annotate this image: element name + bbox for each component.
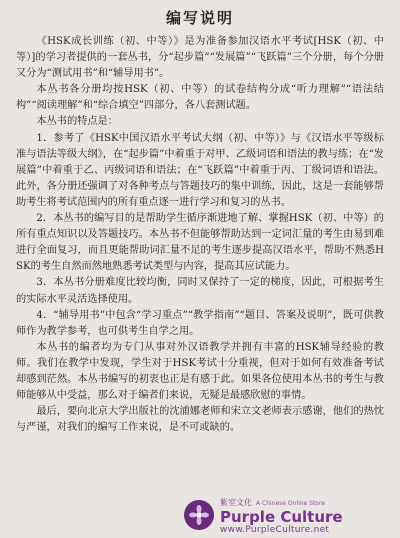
- watermark-url: www.PurpleCulture.net: [220, 525, 330, 535]
- page-title: 编写说明: [165, 9, 234, 27]
- watermark-text: [220, 498, 394, 535]
- paragraph-authors: 本丛书的编者均为专门从事对外汉语教学并拥有丰富的HSK辅导经验的教师。我们在教学中发现，学生对于HSK考试十分重视，但对于如何有效准备考试却感到茫然。本丛书编写的初衷也正是有感于此。如果各位使用本丛书的考生与教师能够从中受益，那么对于编者们来说，无疑是最感欣慰的事情。: [16, 341, 384, 402]
- paragraph-acknowledgement: 最后，要向北京大学出版社的沈浦娜老师和宋立文老师表示感谢，他们的热忱与严谨，对我们的编写工作来说，是不可或缺的。: [16, 406, 384, 434]
- paragraph-feature-3: 3．本丛书分册难度比较均衡，同时又保持了一定的梯度，因此，可根据考生的实际水平灵活选择使用。: [16, 277, 384, 305]
- paragraph-feature-1: 1．参考了《HSK中国汉语水平考试大纲（初、中等）》与《汉语水平等级标准与语法等级大纲》，在“起步篇”中着重于对甲、乙级词语和语法的教与练；在“发展篇”中着重于乙、丙级词语和语法；在“飞跃篇”中着重于丙、丁级词语和语法。此外，各分册还强调了对各种考点与答题技巧的集中训练，因此，这是一套能够帮助考生将考试范围内的所有重点逐一进行学习和复习的丛书。: [16, 132, 384, 208]
- paragraph-features-heading: 本丛书的特点是：: [36, 116, 118, 128]
- watermark-brand-tagline: A Chinese Online Store: [256, 500, 326, 507]
- watermark: [184, 498, 394, 534]
- watermark-brand-en: Purple Culture: [220, 508, 343, 526]
- paragraph-feature-4: 4．“辅导用书”中包含“学习重点”“教学指南”“题目、答案及说明”，既可供教师作为教学参考，也可供考生自学之用。: [16, 309, 384, 337]
- purple-culture-logo-icon: [184, 500, 214, 530]
- watermark-brand-cn-label: 紫室文化: [220, 498, 252, 507]
- paragraph-intro: 《HSK成长训练（初、中等）》是为准备参加汉语水平考试[HSK（初、中等）]的学习者提供的一套丛书，分“起步篇”“发展篇”“飞跃篇”三个分册，每个分册又分为“测试用书”和“辅导用书”。: [16, 36, 384, 80]
- paragraph-feature-2: 2．本丛书的编写目的是帮助学生循序渐进地了解、掌握HSK（初、中等）的所有重点知识以及答题技巧。本丛书不但能够帮助达到一定词汇量的考生由易到难进行全面复习，而且更能帮助词汇量不足的考生逐步提高汉语水平，帮助不熟悉HSK的考生自然而然地熟悉考试类型与内容，提高其应试能力。: [16, 213, 384, 273]
- paragraph-structure: 本丛书各分册均按HSK（初、中等）的试卷结构分成“听力理解”“语法结构”“阅读理解”和“综合填空”四部分，各八套测试题。: [16, 84, 384, 112]
- flower-icon: [188, 504, 210, 526]
